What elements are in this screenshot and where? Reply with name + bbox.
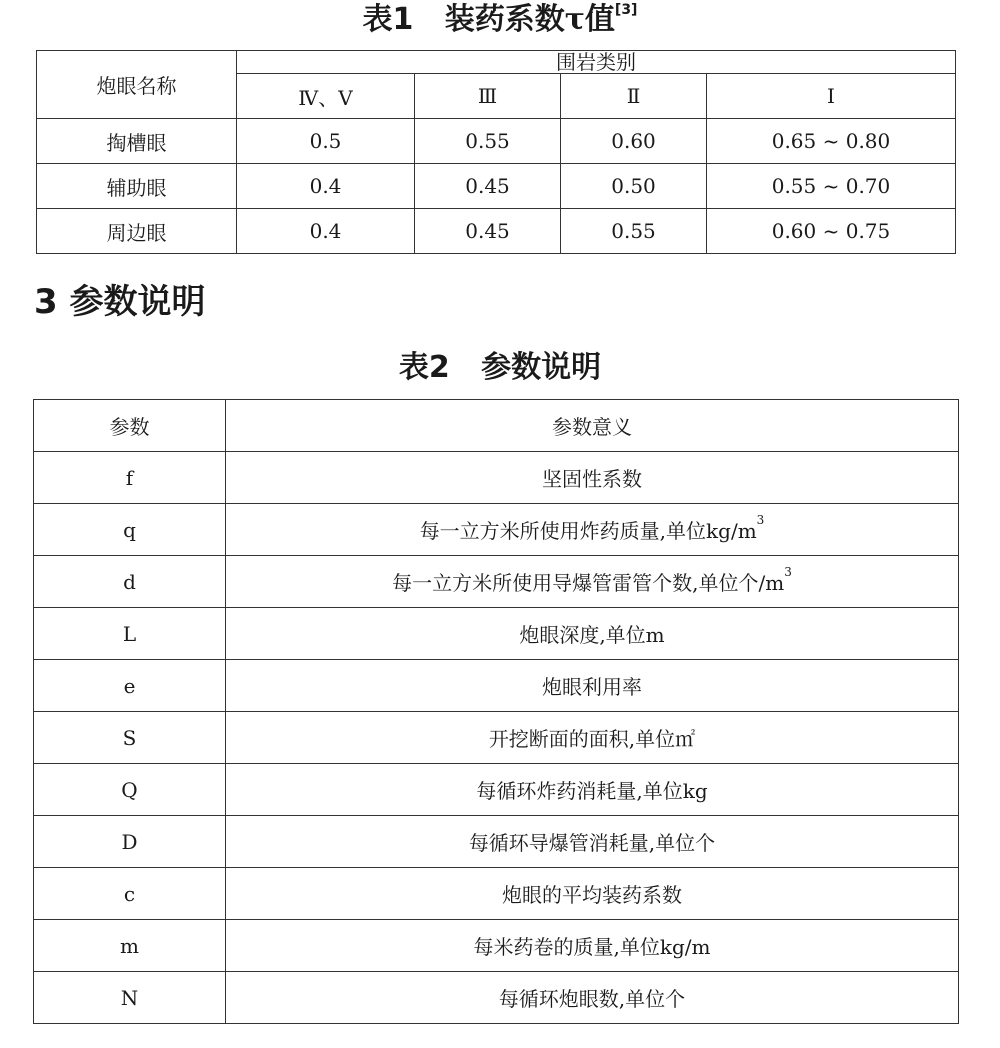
meaning-text: 每循环炸药消耗量,单位kg bbox=[476, 779, 708, 803]
table1-caption bbox=[0, 0, 1000, 40]
meaning-text: 每米药卷的质量,单位kg/m bbox=[473, 935, 711, 959]
table-row bbox=[34, 920, 959, 972]
param-cell: L bbox=[34, 608, 226, 660]
table-row bbox=[37, 164, 956, 209]
meaning-text: 每一立方米所使用炸药质量,单位kg/m bbox=[419, 519, 757, 543]
value-cell: 0.60 ~ 0.75 bbox=[707, 209, 956, 254]
meaning-text: 炮眼利用率 bbox=[542, 675, 642, 699]
param-cell: D bbox=[34, 816, 226, 868]
table-row bbox=[34, 608, 959, 660]
meaning-cell bbox=[226, 452, 959, 504]
param-cell: f bbox=[34, 452, 226, 504]
table2-caption-text: 参数说明 bbox=[481, 350, 602, 385]
value-cell: 0.55 bbox=[415, 119, 561, 164]
value-cell: 0.5 bbox=[237, 119, 415, 164]
meaning-cell bbox=[226, 920, 959, 972]
column-header: Ⅰ bbox=[707, 74, 956, 119]
value-cell: 0.4 bbox=[237, 209, 415, 254]
meaning-cell bbox=[226, 712, 959, 764]
column-header: Ⅲ bbox=[415, 74, 561, 119]
param-cell: q bbox=[34, 504, 226, 556]
param-cell: d bbox=[34, 556, 226, 608]
value-cell: 0.45 bbox=[415, 209, 561, 254]
row-name-cell: 掏槽眼 bbox=[37, 119, 237, 164]
param-cell: Q bbox=[34, 764, 226, 816]
charge-coefficient-table bbox=[36, 50, 956, 254]
param-cell: c bbox=[34, 868, 226, 920]
meaning-text: 每一立方米所使用导爆管雷管个数,单位个/m bbox=[392, 571, 785, 595]
meaning-cell bbox=[226, 816, 959, 868]
group-header-cell: 围岩类别 bbox=[237, 51, 956, 74]
value-cell: 0.50 bbox=[561, 164, 707, 209]
table-row bbox=[34, 868, 959, 920]
table1-caption-ref: [3] bbox=[614, 2, 638, 18]
superscript-exponent: 3 bbox=[756, 513, 765, 527]
column-header-param: 参数 bbox=[34, 400, 226, 452]
table1-caption-text: 装药系数 bbox=[444, 2, 565, 37]
meaning-cell bbox=[226, 764, 959, 816]
table-row bbox=[34, 764, 959, 816]
row-name-cell: 周边眼 bbox=[37, 209, 237, 254]
meaning-text: 每循环导爆管消耗量,单位个 bbox=[468, 831, 716, 855]
section-heading: 3 参数说明 bbox=[34, 282, 206, 322]
table-row bbox=[37, 119, 956, 164]
param-cell: S bbox=[34, 712, 226, 764]
row-header-cell: 炮眼名称 bbox=[37, 51, 237, 119]
meaning-cell bbox=[226, 660, 959, 712]
table-row bbox=[34, 660, 959, 712]
meaning-cell bbox=[226, 504, 959, 556]
column-header: Ⅳ、Ⅴ bbox=[237, 74, 415, 119]
table-row bbox=[34, 972, 959, 1024]
parameter-table bbox=[33, 399, 959, 1024]
table1-caption-prefix: 表1 bbox=[362, 2, 414, 37]
table-row bbox=[34, 452, 959, 504]
table-row bbox=[34, 504, 959, 556]
value-cell: 0.55 ~ 0.70 bbox=[707, 164, 956, 209]
meaning-text: 炮眼深度,单位m bbox=[519, 623, 665, 647]
param-cell: N bbox=[34, 972, 226, 1024]
value-cell: 0.4 bbox=[237, 164, 415, 209]
meaning-text: 炮眼的平均装药系数 bbox=[502, 883, 682, 907]
meaning-cell bbox=[226, 972, 959, 1024]
table-row bbox=[34, 816, 959, 868]
column-header: Ⅱ bbox=[561, 74, 707, 119]
table2-caption bbox=[0, 348, 1000, 388]
param-cell: e bbox=[34, 660, 226, 712]
meaning-cell bbox=[226, 556, 959, 608]
table2-caption-prefix: 表2 bbox=[398, 350, 450, 385]
value-cell: 0.65 ~ 0.80 bbox=[707, 119, 956, 164]
row-name-cell: 辅助眼 bbox=[37, 164, 237, 209]
meaning-text: 每循环炮眼数,单位个 bbox=[498, 987, 686, 1011]
table-row bbox=[34, 712, 959, 764]
meaning-cell bbox=[226, 868, 959, 920]
column-header-meaning: 参数意义 bbox=[226, 400, 959, 452]
meaning-text: 开挖断面的面积,单位㎡ bbox=[488, 727, 696, 751]
value-cell: 0.60 bbox=[561, 119, 707, 164]
value-cell: 0.45 bbox=[415, 164, 561, 209]
meaning-text: 坚固性系数 bbox=[542, 467, 642, 491]
table-row bbox=[34, 556, 959, 608]
value-cell: 0.55 bbox=[561, 209, 707, 254]
param-cell: m bbox=[34, 920, 226, 972]
table1-caption-suffix: 值 bbox=[584, 2, 615, 37]
superscript-exponent: 3 bbox=[784, 565, 792, 579]
table-row bbox=[37, 209, 956, 254]
table1-caption-tau: τ bbox=[564, 2, 585, 37]
meaning-cell bbox=[226, 608, 959, 660]
